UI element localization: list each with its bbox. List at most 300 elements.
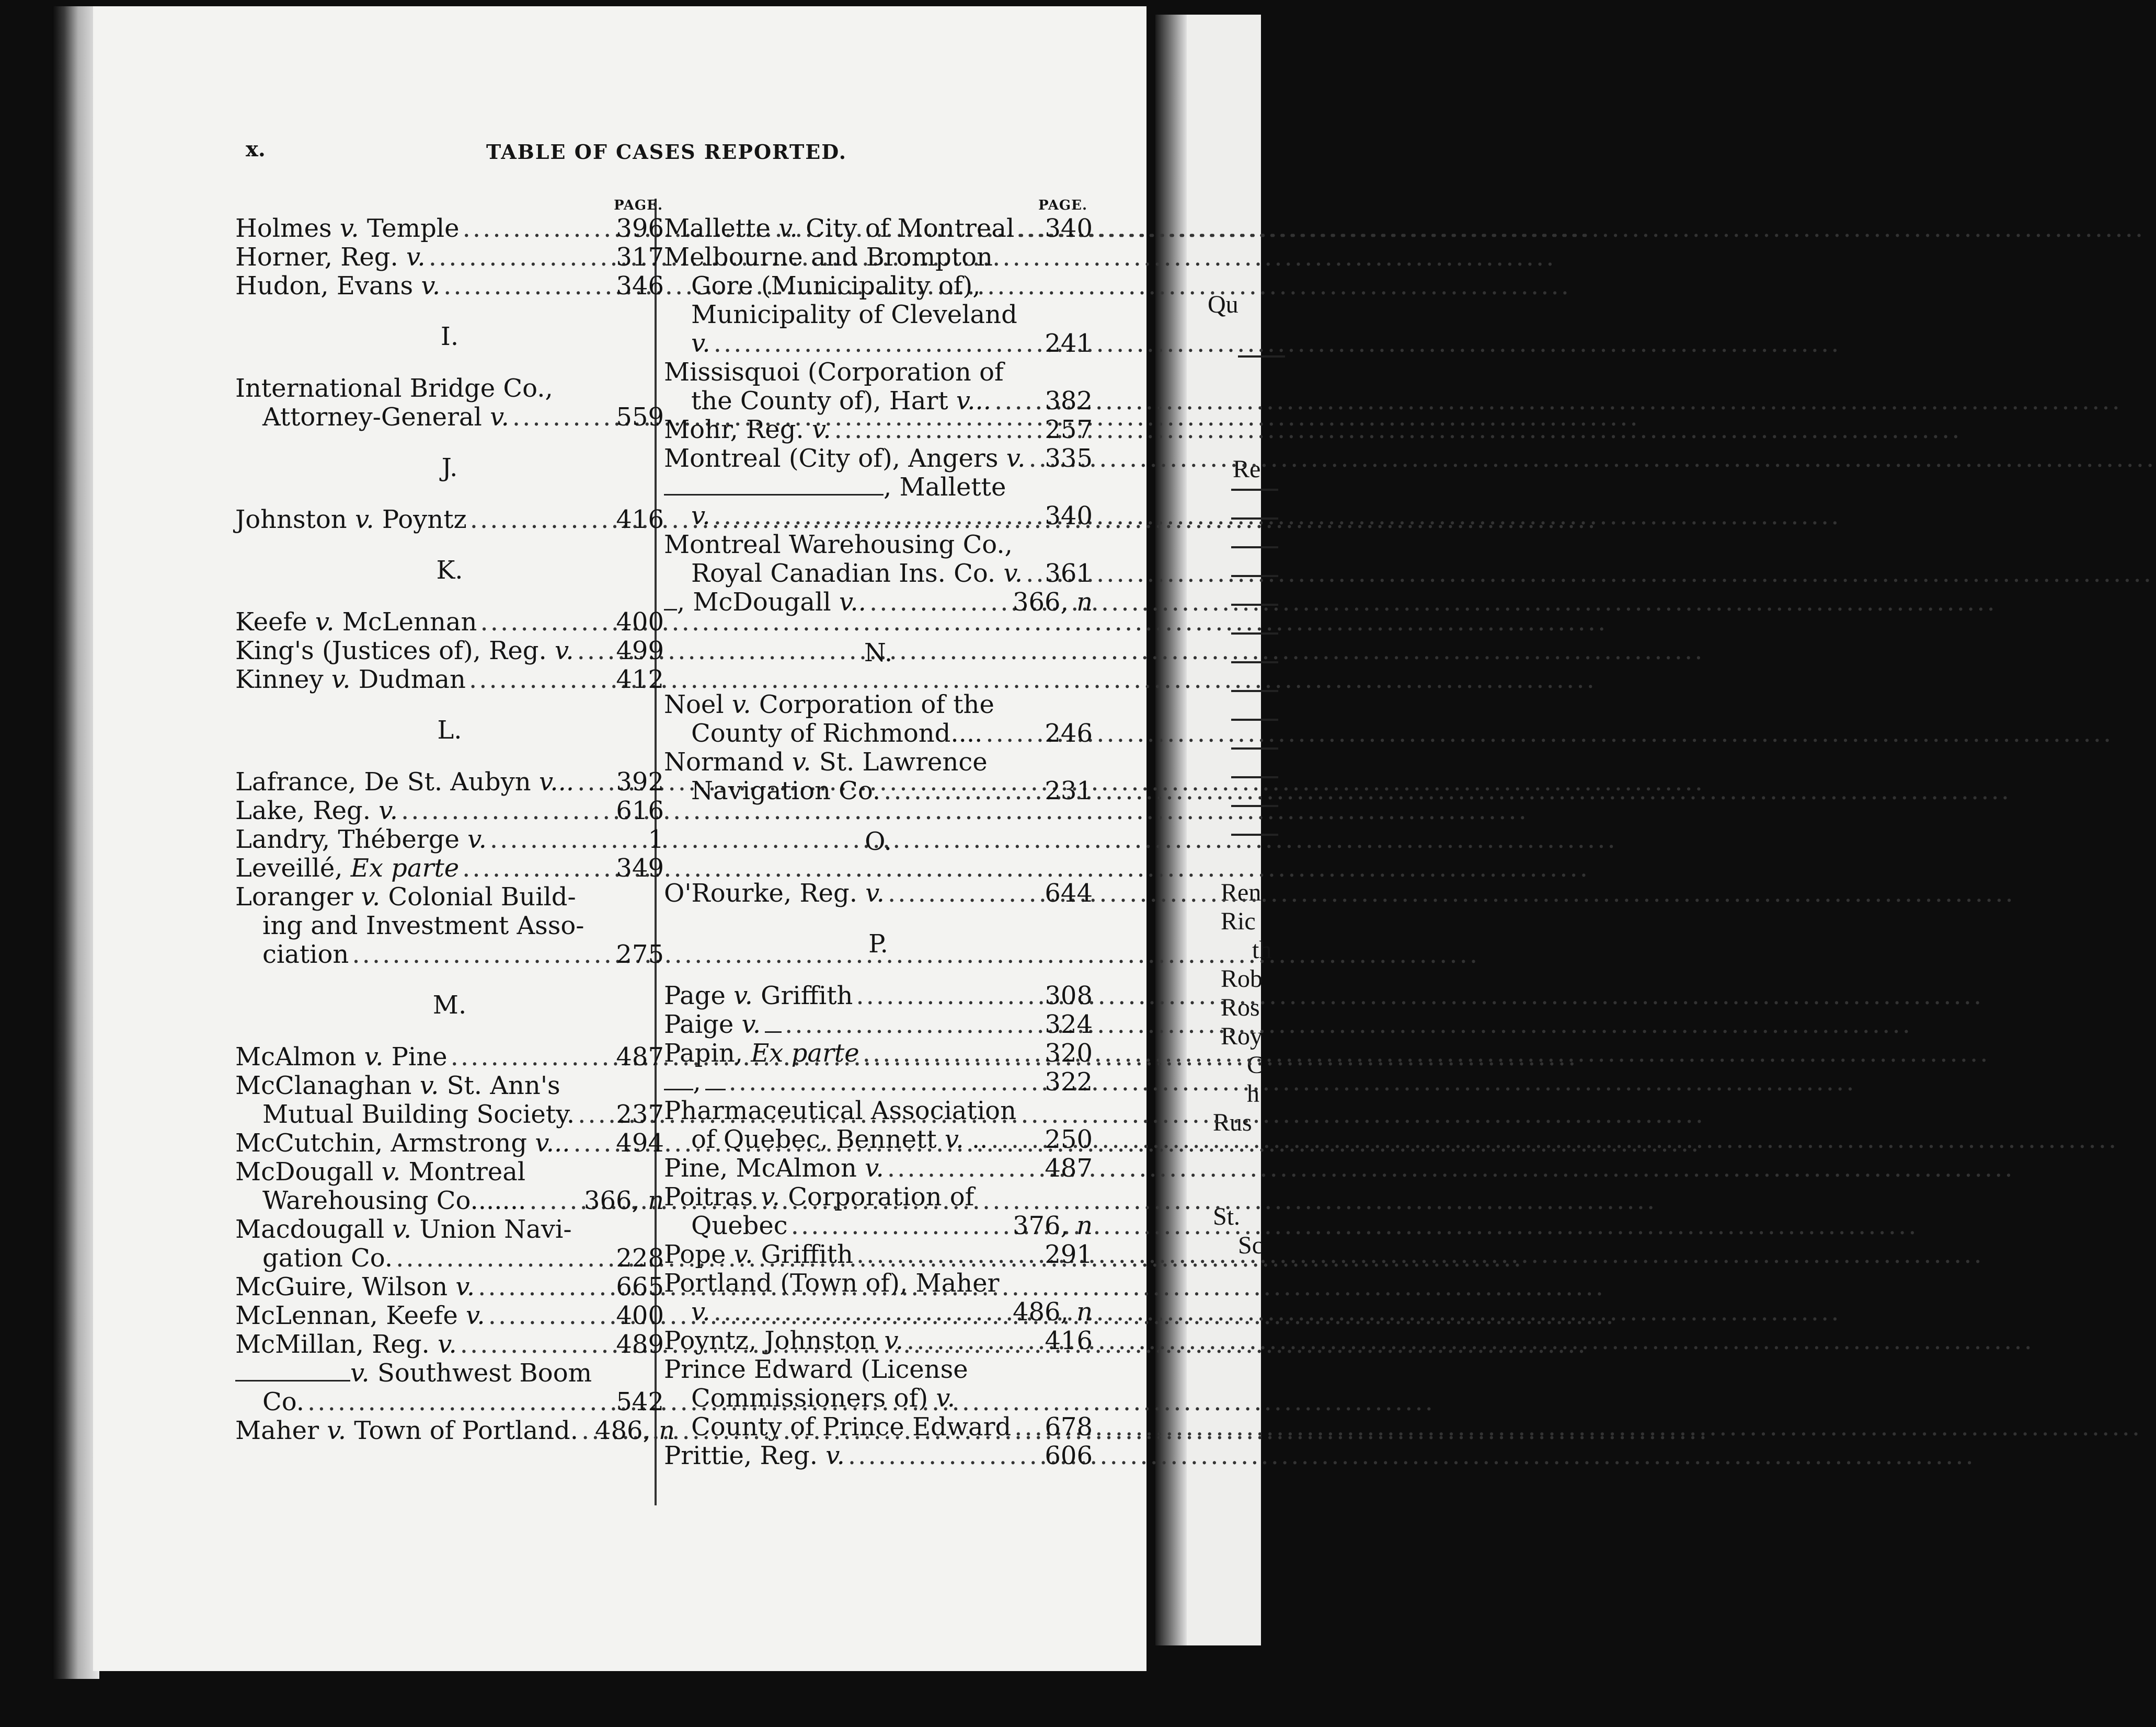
leader-dots (574, 768, 616, 797)
page-number: 559 (616, 402, 664, 432)
case-name: Warehousing Co....... (262, 1186, 526, 1215)
case-line (664, 301, 1093, 329)
case-line (664, 1010, 1093, 1039)
case-name: Pope v. Griffith (664, 1240, 853, 1269)
case-entry (664, 1240, 1093, 1269)
case-entry (664, 879, 1093, 908)
page-number: 392 (616, 767, 664, 797)
case-name: v. (691, 1297, 710, 1327)
case-entry (235, 883, 664, 969)
facing-page-text: C (1247, 1051, 1264, 1079)
leader-dots (509, 403, 616, 432)
case-line (664, 1097, 1093, 1125)
facing-page-text: Roy (1221, 1022, 1263, 1050)
facing-page-rule (1231, 546, 1278, 548)
page-number: 361 (1045, 559, 1093, 588)
page-number: 487 (1045, 1154, 1093, 1183)
leader-dots (398, 797, 616, 825)
leader-dots (426, 243, 616, 272)
page-number: 349 (616, 854, 664, 883)
case-name: the County of), Hart v... (691, 386, 992, 416)
case-line (235, 272, 664, 301)
leader-dots (1023, 559, 1045, 588)
case-line (664, 214, 1093, 243)
case-name: Poyntz, Johnston v. (664, 1326, 904, 1355)
leader-dots (982, 719, 1045, 748)
leader-dots (304, 1388, 616, 1417)
page-number: 228 (616, 1244, 664, 1273)
leader-dots (880, 777, 1045, 805)
case-name: of Quebec, Bennett v. .. (691, 1125, 988, 1154)
ditto-rule (664, 1089, 693, 1090)
folio: x. (246, 137, 266, 162)
case-name: County of Prince Edward (691, 1412, 1012, 1442)
case-name: Melbourne and Brompton (664, 243, 993, 272)
case-name: Leveillé, Ex parte (235, 854, 460, 883)
ditto-rule (664, 494, 884, 496)
case-entry (235, 854, 664, 883)
case-line (235, 214, 664, 243)
case-line (664, 243, 1093, 272)
case-name: McClanaghan v. St. Ann's (235, 1071, 560, 1100)
leader-dots (485, 1302, 616, 1330)
case-line (235, 883, 664, 912)
case-entry (664, 243, 1093, 358)
page-number: 489 (616, 1330, 664, 1359)
page-number: 412 (616, 665, 664, 694)
leader-dots (448, 1043, 616, 1072)
leader-dots (526, 1187, 584, 1215)
page-number: 324 (1045, 1010, 1093, 1039)
case-line (235, 1302, 664, 1330)
case-name: Horner, Reg. v. (235, 243, 426, 272)
case-name: , (693, 1067, 701, 1097)
case-line (664, 1355, 1093, 1384)
page-number: 400 (616, 607, 664, 637)
case-entry (664, 473, 1093, 531)
facing-page-text: Sc (1238, 1231, 1263, 1259)
case-entry (664, 1269, 1093, 1327)
leader-dots (1014, 214, 1045, 243)
page-number: 366, n (1012, 588, 1093, 617)
case-name: Gore (Municipality of), (691, 271, 981, 301)
page-number: 231 (1045, 776, 1093, 805)
case-entry (664, 1355, 1093, 1442)
page-number: 366, n (583, 1186, 664, 1215)
case-name: McLennan, Keefe v. (235, 1301, 485, 1330)
ditto-rule (705, 1089, 726, 1090)
case-entry (664, 982, 1093, 1010)
case-line (664, 1183, 1093, 1212)
case-entry (664, 1154, 1093, 1183)
case-name: Normand v. St. Lawrence (664, 747, 988, 777)
case-entry (235, 1359, 664, 1417)
page-number: 308 (1045, 981, 1093, 1010)
leader-dots (487, 825, 617, 854)
section-letter: K. (436, 556, 463, 585)
page-number: 416 (616, 505, 664, 534)
case-entry (235, 272, 664, 301)
case-line (235, 1043, 664, 1072)
case-entry (235, 374, 664, 432)
leader-dots (475, 1273, 616, 1302)
leader-dots (467, 505, 616, 534)
page-number: 376, n (1012, 1211, 1093, 1240)
case-line (235, 608, 664, 637)
case-line (664, 879, 1093, 908)
case-line (235, 374, 664, 403)
case-name: Lake, Reg. v. (235, 796, 398, 825)
page-number: 317 (616, 243, 664, 272)
case-name: King's (Justices of), Reg. v. (235, 636, 574, 665)
leader-dots (466, 665, 616, 694)
case-line (235, 1416, 675, 1445)
page-number: 665 (616, 1272, 664, 1302)
leader-dots (440, 272, 616, 301)
case-entry (664, 416, 1093, 444)
case-line (235, 505, 664, 534)
leader-dots (859, 1039, 1045, 1068)
case-entry (235, 608, 664, 637)
case-name: Municipality of Cleveland (691, 300, 1017, 329)
case-name: , McDougall v.. (676, 588, 866, 617)
case-line (664, 719, 1093, 748)
case-line (664, 502, 1093, 531)
leader-dots (853, 1240, 1045, 1269)
section-letter: P. (868, 929, 888, 959)
ditto-rule (765, 1031, 782, 1033)
page-number: 246 (1045, 719, 1093, 748)
case-entry (664, 1442, 1093, 1470)
case-line (664, 1298, 1093, 1327)
page-number: 400 (616, 1301, 664, 1330)
case-name: Maher v. Town of Portland. (235, 1416, 578, 1445)
case-name: Noel v. Corporation of the (664, 690, 994, 719)
leader-dots (575, 1100, 616, 1129)
case-line (664, 588, 1093, 617)
case-name: Co. (262, 1387, 305, 1417)
case-line (664, 531, 1093, 559)
case-entry (235, 1072, 664, 1129)
case-line (235, 940, 664, 969)
page-number: 678 (1045, 1412, 1093, 1442)
leader-dots (570, 1129, 616, 1158)
case-name: Prittie, Reg. v. (664, 1441, 845, 1470)
binding-shadow (52, 6, 99, 1679)
leader-dots (903, 1327, 1045, 1355)
leader-dots (710, 502, 1045, 531)
case-line (664, 748, 1093, 777)
page-number: 542 (616, 1387, 664, 1417)
case-line (235, 665, 664, 694)
page-number: 237 (616, 1100, 664, 1129)
case-entry (235, 1330, 664, 1359)
page-number: 340 (1045, 501, 1093, 531)
leader-dots (884, 1154, 1045, 1183)
case-name: Portland (Town of), Maher (664, 1269, 1000, 1298)
leader-dots (393, 1244, 616, 1273)
case-line (664, 1212, 1093, 1240)
leader-dots (578, 1417, 595, 1445)
leader-dots (991, 387, 1045, 416)
page-column-label: PAGE. (614, 198, 663, 213)
case-entry (235, 1273, 664, 1302)
page-number: 606 (1045, 1441, 1093, 1470)
page-number: 396 (616, 214, 664, 243)
case-name: Page v. Griffith (664, 981, 853, 1010)
case-name: Prince Edward (License (664, 1355, 968, 1384)
case-line (664, 1039, 1093, 1068)
case-line (235, 1359, 664, 1388)
case-line (235, 1388, 664, 1417)
case-line (664, 1154, 1093, 1183)
case-entry (235, 1302, 664, 1330)
case-line (235, 637, 664, 665)
case-entry (235, 505, 664, 534)
case-line (235, 1330, 664, 1359)
page-number: 335 (1045, 444, 1093, 473)
section-letter: N. (864, 638, 893, 667)
page-number: 320 (1045, 1039, 1093, 1068)
case-name: Loranger v. Colonial Build- (235, 882, 576, 912)
case-line (664, 559, 1093, 588)
case-entry (664, 358, 1093, 416)
case-entry (664, 1183, 1093, 1240)
case-name: Royal Canadian Ins. Co. v. (691, 559, 1023, 588)
case-entry (235, 825, 664, 854)
case-line (664, 1413, 1093, 1442)
case-line (664, 444, 1093, 473)
case-name: McDougall v. Montreal (235, 1157, 526, 1187)
case-name: International Bridge Co., (235, 374, 553, 403)
facing-page-rule (1231, 489, 1278, 491)
leader-dots (1025, 444, 1045, 473)
case-line (235, 797, 664, 825)
facing-page-text: Ros (1221, 994, 1260, 1021)
case-name: Mohr, Reg. v. (664, 415, 831, 444)
case-entry (664, 1097, 1093, 1154)
case-entry (664, 588, 1093, 617)
case-name: Navigation Co. (691, 776, 881, 805)
leader-dots (726, 1068, 1045, 1097)
page-number: 257 (1045, 415, 1093, 444)
case-line (235, 912, 664, 940)
case-name: Montreal (City of), Angers v. (664, 444, 1026, 473)
case-name: Missisquoi (Corporation of (664, 358, 1004, 387)
case-name: v. (691, 329, 710, 358)
case-name: Montreal Warehousing Co., (664, 530, 1013, 559)
facing-page-text: Rus (1213, 1109, 1252, 1136)
section-letter: L. (437, 716, 462, 745)
case-line (664, 1240, 1093, 1269)
case-line (664, 690, 1093, 719)
case-entry (235, 1129, 664, 1158)
leader-dots (866, 588, 1013, 617)
page-number: 382 (1045, 386, 1093, 416)
case-entry (664, 690, 1093, 748)
case-entry (235, 1215, 664, 1273)
case-name: County of Richmond.... (691, 719, 983, 748)
case-name: Johnston v. Poyntz (235, 505, 467, 534)
case-name: Attorney-General v. (262, 402, 509, 432)
facing-page-text: Re (1233, 455, 1261, 483)
case-name: Keefe v. McLennan (235, 607, 477, 637)
case-line (664, 777, 1093, 805)
leader-dots (1011, 1413, 1045, 1442)
leader-dots (574, 637, 616, 665)
case-line (235, 1158, 664, 1187)
case-name: ing and Investment Asso- (262, 911, 584, 940)
section-letter: I. (440, 322, 459, 351)
case-entry (664, 214, 1093, 243)
case-entry (235, 243, 664, 272)
leader-dots (349, 940, 616, 969)
leader-dots (788, 1212, 1013, 1240)
page-number: 322 (1045, 1067, 1093, 1097)
facing-page-text: Ric (1221, 907, 1256, 935)
case-name: Commissioners of) v. (691, 1384, 956, 1413)
case-name: v. Southwest Boom (350, 1358, 592, 1388)
case-entry (235, 1158, 664, 1215)
case-name: Quebec (691, 1211, 788, 1240)
case-entry (235, 797, 664, 825)
case-entry (664, 1039, 1093, 1068)
facing-page-text: St. (1213, 1203, 1241, 1230)
case-line (664, 272, 1093, 301)
page-number: 340 (1045, 214, 1093, 243)
ditto-rule (664, 609, 677, 611)
leader-dots (831, 416, 1045, 444)
case-line (664, 387, 1093, 416)
case-line (664, 416, 1093, 444)
case-line (664, 358, 1093, 387)
page-number: 250 (1045, 1125, 1093, 1154)
page-column-label: PAGE. (1038, 198, 1087, 213)
case-name: Landry, Théberge v. (235, 825, 487, 854)
case-name: Papin, Ex parte (664, 1039, 859, 1068)
page-number: 499 (616, 636, 664, 665)
case-entry (664, 444, 1093, 473)
leader-dots (853, 982, 1045, 1010)
case-line (235, 1129, 664, 1158)
case-line (664, 329, 1093, 358)
page-number: 416 (1045, 1326, 1093, 1355)
page-number: 291 (1045, 1240, 1093, 1269)
case-line (664, 1269, 1093, 1298)
page-number: 346 (616, 271, 664, 301)
page-number: 487 (616, 1042, 664, 1072)
case-line (235, 1100, 664, 1129)
case-line (235, 1273, 664, 1302)
case-name: McMillan, Reg. v. (235, 1330, 457, 1359)
case-line (235, 825, 664, 854)
section-letter: M. (432, 991, 467, 1020)
section-letter: O. (865, 827, 892, 856)
leader-dots (460, 214, 616, 243)
case-entry (664, 531, 1093, 588)
leader-dots (885, 879, 1045, 908)
case-entry (664, 1068, 1093, 1097)
case-name: McCutchin, Armstrong v... (235, 1129, 570, 1158)
case-name: Pine, McAlmon v. (664, 1154, 884, 1183)
leader-dots (845, 1442, 1045, 1470)
case-entry (235, 768, 664, 797)
case-name: Hudon, Evans v. (235, 271, 441, 301)
case-line (664, 473, 1093, 502)
case-name: ciation (262, 940, 349, 969)
facing-page-text: h (1247, 1080, 1259, 1108)
case-line (235, 1215, 664, 1244)
case-name: Paige v. (664, 1010, 761, 1039)
facing-page-text: Rob (1221, 965, 1263, 993)
running-title: TABLE OF CASES REPORTED. (486, 140, 847, 164)
case-entry (235, 665, 664, 694)
case-line (235, 1072, 664, 1100)
leader-dots (710, 329, 1045, 358)
ditto-rule (235, 1380, 350, 1381)
case-line (235, 1244, 664, 1273)
page-number: 486, n (594, 1416, 675, 1445)
facing-page-text: Qu (1208, 291, 1238, 318)
case-name: Pharmaceutical Association (664, 1096, 1016, 1125)
page-number: 486, n (1012, 1297, 1093, 1327)
leader-dots (459, 854, 616, 883)
right-column (664, 199, 1093, 1470)
case-line (664, 1125, 1093, 1154)
page-number: 644 (1045, 879, 1093, 908)
case-name: Mutual Building Society. (262, 1100, 575, 1129)
case-entry (235, 214, 664, 243)
case-entry (664, 1010, 1093, 1039)
case-entry (664, 748, 1093, 805)
page-number: 275 (616, 940, 664, 969)
case-name: Mallette v. City of Montreal (664, 214, 1015, 243)
leader-dots (782, 1010, 1045, 1039)
case-name: O'Rourke, Reg. v. (664, 879, 885, 908)
case-entry (235, 1416, 675, 1445)
leader-dots (710, 1298, 1013, 1327)
page-number: 1 (648, 825, 664, 854)
case-line (235, 1187, 664, 1215)
case-name: gation Co. (262, 1244, 393, 1273)
case-line (664, 1327, 1093, 1355)
case-name: v. (691, 501, 710, 531)
section-letter: J. (441, 453, 458, 482)
page-number: 494 (616, 1129, 664, 1158)
case-line (235, 768, 664, 797)
case-line (664, 1068, 1093, 1097)
case-name: Holmes v. Temple (235, 214, 460, 243)
case-entry (235, 637, 664, 665)
facing-page-text: Ren (1221, 879, 1262, 906)
case-name: McGuire, Wilson v. (235, 1272, 475, 1302)
case-name: , Mallette (884, 473, 1006, 502)
case-line (235, 403, 664, 432)
facing-page-text: th (1252, 936, 1272, 964)
page-number: 616 (616, 796, 664, 825)
case-line (664, 1384, 1093, 1413)
case-name: McAlmon v. Pine (235, 1042, 448, 1072)
case-line (235, 243, 664, 272)
leader-dots (988, 1125, 1045, 1154)
case-line (664, 1442, 1093, 1470)
leader-dots (477, 608, 616, 637)
case-entry (235, 1043, 664, 1072)
leader-dots (457, 1330, 616, 1359)
case-name: Macdougall v. Union Navi- (235, 1215, 572, 1244)
case-line (235, 854, 664, 883)
case-entry (664, 1327, 1093, 1355)
